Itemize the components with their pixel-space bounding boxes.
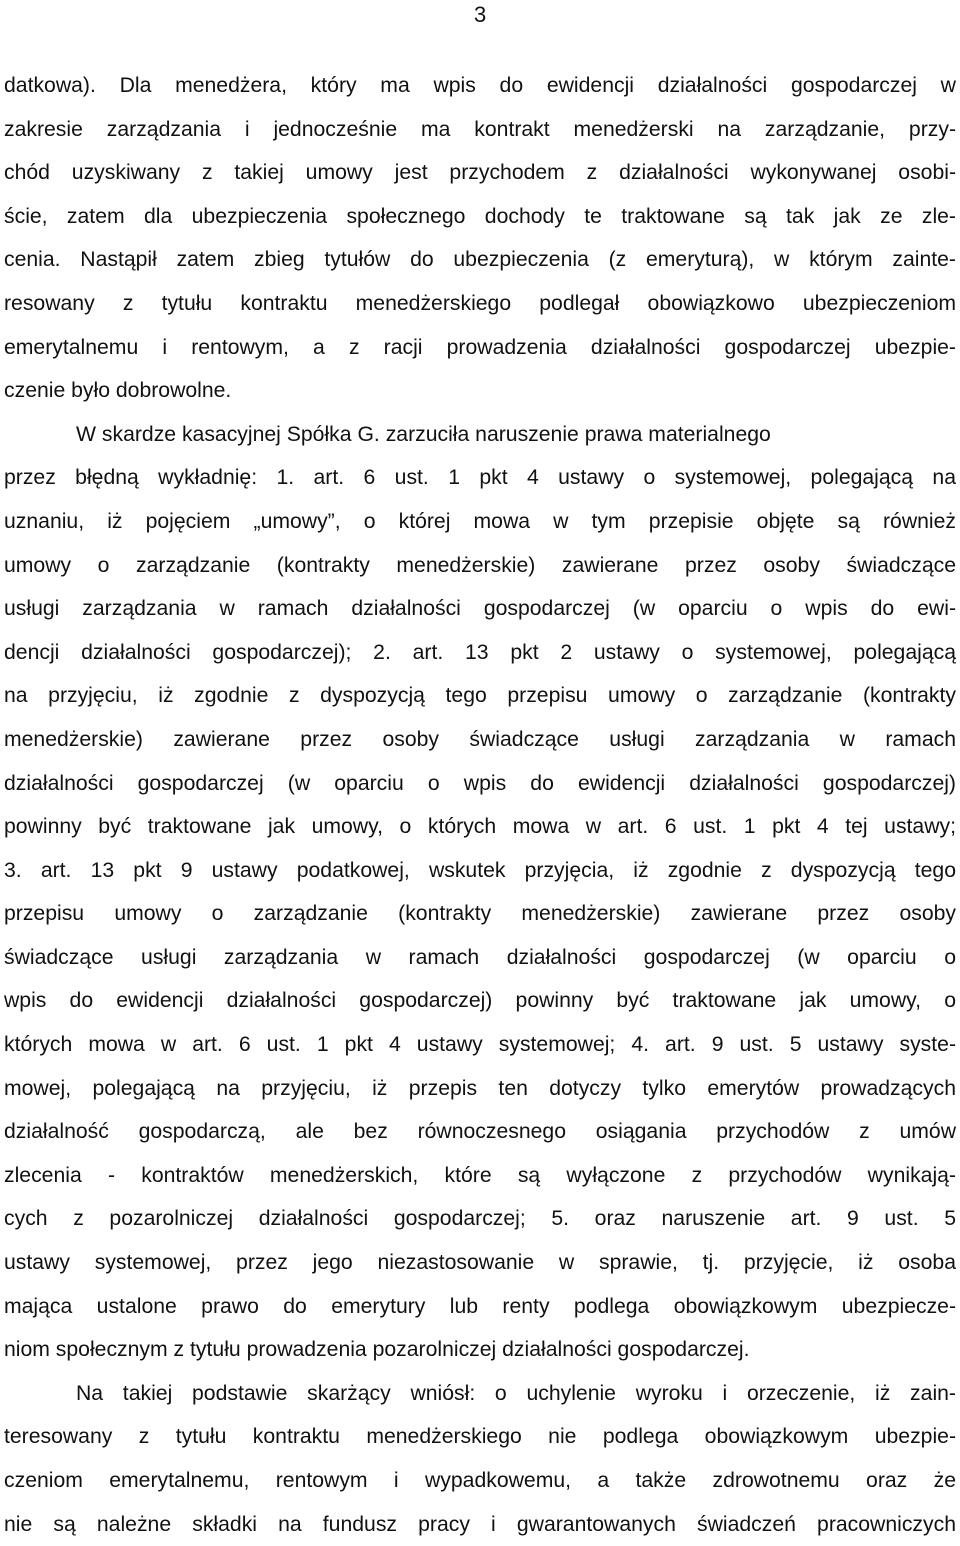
text-line: nie są należne składki na fundusz pracy i gwarantowanych świadczeń pracowniczych [4, 1512, 956, 1536]
text-line: zakresie zarządzania i jednocześnie ma kontrakt menedżerski na zarządzanie, przy- [4, 117, 956, 141]
text-line: ustawy systemowej, przez jego niezastosowanie w sprawie, tj. przyjęcie, iż osoba [4, 1251, 956, 1275]
paragraph-1 [4, 64, 956, 413]
text-line: działalności gospodarczej (w oparciu o wpis do ewidencji działalności gospodarczej) [4, 771, 956, 795]
text-line: przez błędną wykładnię: 1. art. 6 ust. 1 pkt 4 ustawy o systemowej, polegającą na [4, 466, 956, 490]
text-line: umowy o zarządzanie (kontrakty menedżerskie) zawierane przez osoby świadczące [4, 553, 956, 577]
document-body [4, 64, 956, 1546]
paragraph-2 [4, 413, 956, 1372]
text-line: działalność gospodarczą, ale bez równoczesnego osiągania przychodów z umów [4, 1120, 956, 1144]
text-line: przepisu umowy o zarządzanie (kontrakty menedżerskie) zawierane przez osoby [4, 902, 956, 926]
text-line: ście, zatem dla ubezpieczenia społecznego dochody te traktowane są tak jak ze zle- [4, 204, 956, 228]
text-line: wpis do ewidencji działalności gospodarczej) powinny być traktowane jak umowy, o [4, 989, 956, 1013]
text-line: Na takiej podstawie skarżący wniósł: o uchylenie wyroku i orzeczenie, iż zain- [76, 1381, 956, 1405]
page-number: 3 [474, 2, 487, 27]
text-line: mowej, polegającą na przyjęciu, iż przepis ten dotyczy tylko emerytów prowadzących [4, 1076, 956, 1100]
text-line: cenia. Nastąpił zatem zbieg tytułów do ubezpieczenia (z emeryturą), w którym zainte- [4, 248, 956, 272]
text-line: świadczące usługi zarządzania w ramach działalności gospodarczej (w oparciu o [4, 945, 956, 969]
text-line: 3. art. 13 pkt 9 ustawy podatkowej, wskutek przyjęcia, iż zgodnie z dyspozycją tego [4, 858, 956, 882]
text-line: na przyjęciu, iż zgodnie z dyspozycją tego przepisu umowy o zarządzanie (kontrakty [4, 684, 956, 708]
text-line: menedżerskie) zawierane przez osoby świadczące usługi zarządzania w ramach [4, 727, 956, 751]
text-line: uznaniu, iż pojęciem „umowy”, o której mowa w tym przepisie objęte są również [4, 509, 956, 533]
text-line: zlecenia - kontraktów menedżerskich, które są wyłączone z przychodów wynikają- [4, 1163, 956, 1187]
text-line: mająca ustalone prawo do emerytury lub renty podlega obowiązkowym ubezpiecze- [4, 1294, 956, 1318]
text-line: datkowa). Dla menedżera, który ma wpis do ewidencji działalności gospodarczej w [4, 74, 956, 97]
text-line: których mowa w art. 6 ust. 1 pkt 4 ustawy systemowej; 4. art. 9 ust. 5 ustawy syste- [4, 1033, 956, 1057]
text-line: czeniom emerytalnemu, rentowym i wypadkowemu, a także zdrowotnemu oraz że [4, 1469, 956, 1492]
text-line: dencji działalności gospodarczej); 2. art. 13 pkt 2 ustawy o systemowej, polegającą [4, 640, 956, 664]
text-line: niom społecznym z tytułu prowadzenia pozarolniczej działalności gospodarczej. [4, 1338, 750, 1362]
text-line: chód uzyskiwany z takiej umowy jest przychodem z działalności wykonywanej osobi- [4, 161, 956, 185]
text-line: resowany z tytułu kontraktu menedżerskiego podlegał obowiązkowo ubezpieczeniom [4, 291, 956, 315]
text-line: cych z pozarolniczej działalności gospodarczej; 5. oraz naruszenie art. 9 ust. 5 [4, 1207, 956, 1231]
text-line: powinny być traktowane jak umowy, o których mowa w art. 6 ust. 1 pkt 4 tej ustawy; [4, 815, 956, 839]
text-line: czenie było dobrowolne. [4, 379, 232, 403]
paragraph-3 [4, 1372, 956, 1546]
text-line: W skardze kasacyjnej Spółka G. zarzuciła naruszenie prawa materialnego [76, 422, 771, 446]
text-line: emerytalnemu i rentowym, a z racji prowadzenia działalności gospodarczej ubezpie- [4, 335, 956, 359]
text-line: usługi zarządzania w ramach działalności gospodarczej (w oparciu o wpis do ewi- [4, 597, 956, 621]
text-line: teresowany z tytułu kontraktu menedżerskiego nie podlega obowiązkowym ubezpie- [4, 1425, 956, 1449]
